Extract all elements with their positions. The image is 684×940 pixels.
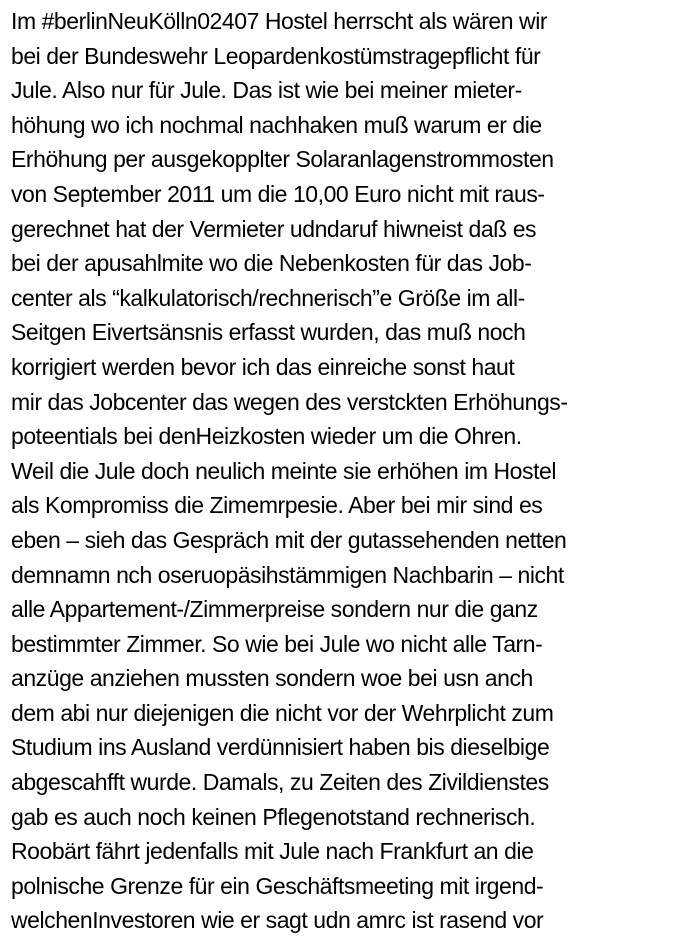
text-line-21: dem abi nur diejenigen die nicht vor der Wehrplicht zum (11, 699, 554, 726)
text-line-9: center als “kalkulatorisch/rechnerisch”e Größe im all- (11, 284, 525, 311)
text-line-18: alle Appartement-/Zimmerpreise sondern nur die ganz (11, 596, 538, 623)
text-line-27: welchenInvestoren wie er sagt udn amrc ist rasend vor (11, 907, 544, 934)
text-line-20: anzüge anziehen mussten sondern woe bei usn anch (11, 665, 533, 692)
text-line-25: Roobärt fährt jedenfalls mit Jule nach Frankfurt an die (11, 838, 534, 865)
text-line-7: gerechnet hat der Vermieter udndaruf hiwneist daß es (11, 215, 537, 242)
text-line-11: korrigiert werden bevor ich das einreiche sonst haut (11, 353, 515, 380)
text-line-17: demnamn nch oseruopäsihstämmigen Nachbarin – nicht (11, 561, 564, 588)
text-line-22: Studium ins Ausland verdünnisiert haben bis dieselbige (11, 734, 550, 761)
text-line-15: als Kompromiss die Zimemrpesie. Aber bei mir sind es (11, 492, 543, 519)
text-line-16: eben – sieh das Gespräch mit der gutassehenden netten (11, 526, 567, 553)
text-line-6: von September 2011 um die 10,00 Euro nicht mit raus- (11, 180, 545, 207)
text-line-12: mir das Jobcenter das wegen des verstckten Erhöhungs- (11, 388, 568, 415)
text-line-2: bei der Bundeswehr Leopardenkostümstragepflicht für (11, 42, 541, 69)
text-line-1: Im #berlinNeuKölln02407 Hostel herrscht als wären wir (11, 8, 548, 34)
text-line-10: Seitgen Eivertsänsnis erfasst wurden, das muß noch (11, 319, 526, 346)
text-line-14: Weil die Jule doch neulich meinte sie erhöhen im Hostel (11, 457, 557, 484)
text-line-3: Jule. Also nur für Jule. Das ist wie bei meiner mieter- (11, 77, 522, 104)
text-line-24: gab es auch noch keinen Pflegenotstand rechnerisch. (11, 803, 536, 830)
text-line-26: polnische Grenze für ein Geschäftsmeeting mit irgend- (11, 872, 544, 899)
text-line-13: poteentials bei denHeizkosten wieder um die Ohren. (11, 423, 522, 450)
text-line-8: bei der apusahlmite wo die Nebenkosten für das Job- (11, 250, 532, 277)
body-text (11, 4, 679, 938)
text-line-5: Erhöhung per ausgekopplter Solaranlagenstrommosten (11, 146, 554, 173)
text-line-4: höhung wo ich nochmal nachhaken muß warum er die (11, 111, 542, 138)
text-line-23: abgescahfft wurde. Damals, zu Zeiten des Zivildienstes (11, 769, 549, 796)
text-line-19: bestimmter Zimmer. So wie bei Jule wo nicht alle Tarn- (11, 630, 543, 657)
